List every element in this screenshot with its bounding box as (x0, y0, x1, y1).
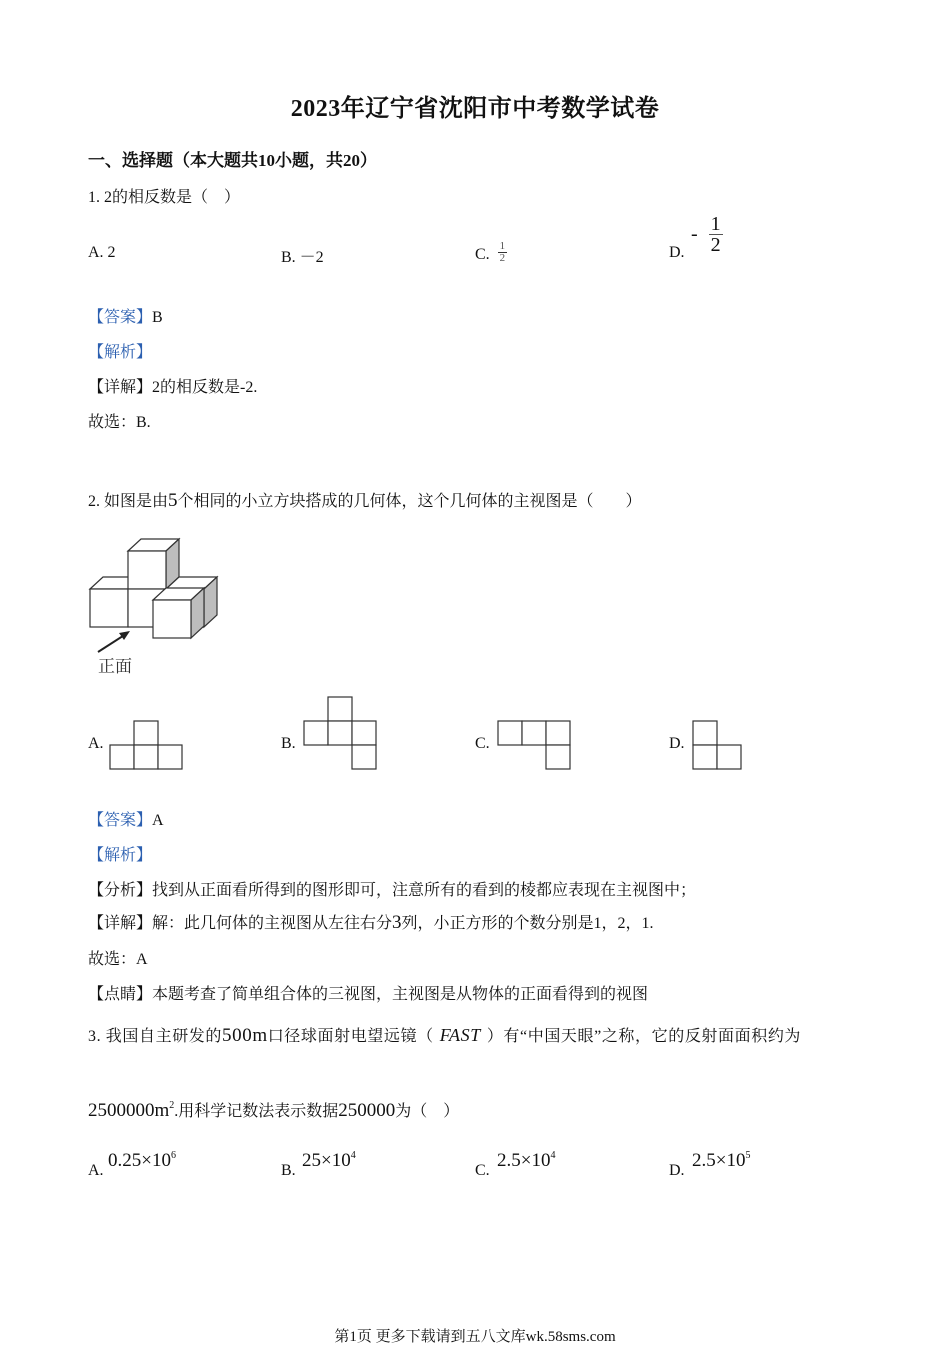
q1-option-c-numerator: 1 (499, 240, 506, 252)
q2-option-b: B. (281, 735, 296, 752)
q1-option-d-numerator: 1 (710, 213, 721, 235)
q1-answer (88, 304, 163, 327)
q1-analysis-tag: 【解析】 (88, 344, 153, 361)
q2-stem-number: 5 (168, 490, 178, 511)
q3-option-a-exponent: 6 (170, 1150, 176, 1161)
q3-option-b-label: B. (281, 1162, 296, 1179)
q3-option-b-base: 25×10 (302, 1150, 351, 1171)
q3-option-c-value (497, 1150, 555, 1172)
q2-stem-pre: 2. 如图是由 (88, 493, 169, 510)
q2-stem (88, 488, 642, 512)
q2-answer-value: A (152, 812, 164, 829)
q1-answer-value: B (152, 309, 163, 326)
q3-stem-fast: FAST (439, 1025, 481, 1045)
q3-option-a-base: 0.25×10 (108, 1150, 171, 1171)
q3-option-d-base: 2.5×10 (692, 1150, 746, 1171)
q2-option-c: C. (475, 735, 490, 752)
q1-option-d-denominator: 2 (710, 234, 721, 256)
q3-option-d-value (692, 1150, 750, 1172)
q3-option-a-value (108, 1150, 176, 1172)
q1-option-c-label: C. (475, 246, 490, 264)
q3-stem-mid: 口径球面射电望远镜（ (267, 1028, 434, 1045)
q3-stem-post: ）有“中国天眼”之称，它的反射面面积约为 (486, 1028, 802, 1045)
cube-front-right-front (153, 600, 191, 638)
q3-option-c-label: C. (475, 1162, 490, 1179)
cube-left-front (90, 589, 128, 627)
q3-option-c-base: 2.5×10 (497, 1150, 551, 1171)
q2-option-d: D. (669, 735, 685, 752)
q1-detail: 【详解】2的相反数是-2. (88, 379, 258, 396)
q3-stem-line2-post: 为（ ） (395, 1103, 460, 1120)
q1-option-c-fraction (498, 241, 508, 264)
q1-option-c-denominator: 2 (499, 252, 506, 264)
q3-area-exponent: 2 (169, 1100, 175, 1111)
q2-detail-number: 3 (392, 912, 402, 933)
q2-option-a: A. (88, 735, 104, 752)
q1-option-c (475, 240, 507, 267)
q2-detail-post: 列，小正方形的个数分别是1，2，1. (401, 915, 654, 932)
q2-option-d-figure (692, 720, 744, 772)
section-heading: 一、选择题（本大题共10小题，共20） (88, 151, 377, 170)
q3-target-number: 250000 (338, 1100, 396, 1121)
q3-option-d-exponent: 5 (745, 1150, 751, 1161)
q2-choose: 故选：A (88, 951, 148, 968)
q2-answer-tag: 【答案】 (88, 812, 153, 829)
q2-option-c-figure (497, 720, 573, 772)
page-title: 2023年辽宁省沈阳市中考数学试卷 (290, 96, 660, 122)
q2-fenxi: 【分析】找到从正面看所得到的图形即可，注意所有的看到的棱都应表现在主视图中； (88, 882, 697, 899)
q1-option-d-value (691, 214, 723, 255)
q2-option-b-figure (303, 696, 379, 772)
q2-option-a-figure (109, 720, 185, 772)
q3-stem-value: 500m (222, 1025, 268, 1046)
front-label: 正面 (98, 657, 132, 677)
q3-option-d-label: D. (669, 1162, 685, 1179)
q2-dianjing: 【点睛】本题考查了简单组合体的三视图，主视图是从物体的正面看得到的视图 (88, 986, 649, 1003)
q3-stem (88, 1023, 801, 1047)
page-footer: 第1页 更多下载请到五八文库wk.58sms.com (334, 1329, 616, 1345)
cube-top-front (128, 551, 166, 589)
q1-answer-tag: 【答案】 (88, 309, 153, 326)
front-arrow-head (119, 631, 130, 640)
q1-option-b: B. －2 (281, 249, 324, 266)
q3-stem-line2 (88, 1098, 459, 1122)
q2-stem-post: 个相同的小立方块搭成的几何体，这个几何体的主视图是（ ） (177, 493, 642, 510)
q2-detail (88, 910, 654, 934)
q2-detail-pre: 【详解】解：此几何体的主视图从左往右分 (88, 915, 393, 932)
q2-answer (88, 807, 164, 830)
q1-choose: 故选：B. (88, 414, 151, 431)
q3-option-b-value (302, 1150, 356, 1172)
q1-option-d-fraction (709, 214, 723, 255)
q3-option-b-exponent: 4 (350, 1150, 356, 1161)
q3-option-c-exponent: 4 (550, 1150, 556, 1161)
q1-option-a: A. 2 (88, 244, 116, 261)
q1-option-d-sign: - (691, 223, 698, 245)
q3-stem-pre: 3. 我国自主研发的 (88, 1028, 223, 1045)
q3-option-a-label: A. (88, 1162, 104, 1179)
q1-stem: 1. 2的相反数是（ ） (88, 189, 241, 206)
q1-option-d-label: D. (669, 244, 685, 261)
q3-stem-line2-mid: .用科学记数法表示数据 (174, 1103, 339, 1120)
q3-area-value: 2500000m (88, 1100, 170, 1121)
q2-analysis-tag: 【解析】 (88, 847, 153, 864)
